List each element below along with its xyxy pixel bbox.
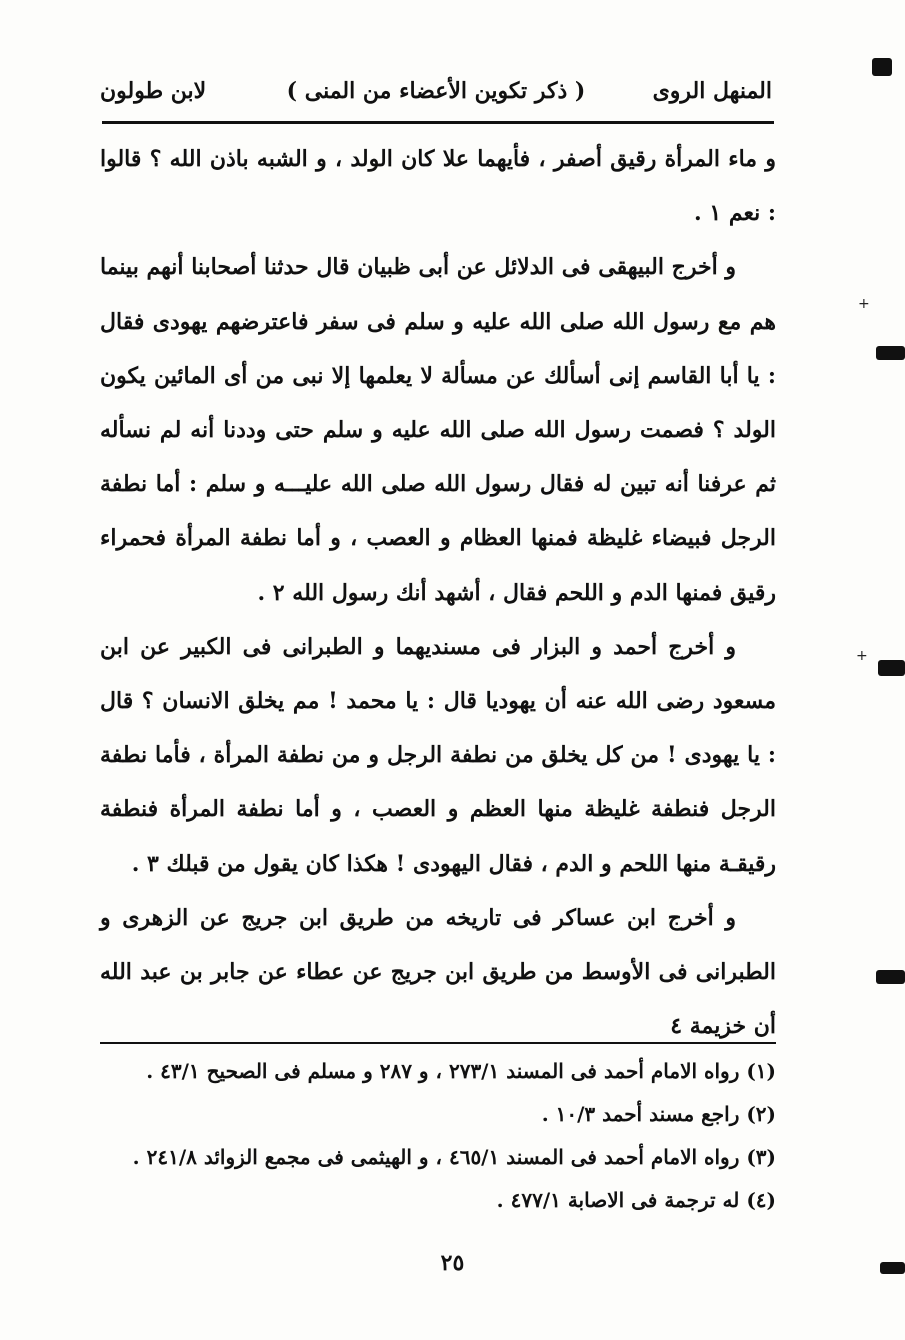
footnote-2: (٢) راجع مسند أحمد ١٠/٣ . (541, 1102, 776, 1126)
scan-mark (880, 1262, 905, 1274)
page-number: ٢٥ (440, 1250, 465, 1276)
footnote-4: (٤) له ترجمة فى الاصابة ٤٧٧/١ . (496, 1188, 776, 1212)
header-chapter-title: ( ذكر تكوين الأعضاء من المنى ) (286, 78, 586, 104)
paragraph-1: و ماء المرأة رقيق أصفر ، فأيهما علا كان الولد ، و الشبه باذن الله ؟ قالوا : نعم ١ . (100, 146, 776, 227)
footnote-rule (100, 1042, 776, 1044)
paragraph-2: و أخرج البيهقى فى الدلائل عن أبى ظبيان قال حدثنا أصحابنا أنهم بينما هم مع رسول الله صلى الله عليه و سلم فى سفر فاعترضهم يهودى فقال : يا أبا القاسم إنى أسألك عن مسألة لا يعلمها إلا نبى من أى المائين يكون الولد ؟ فصمت رسول الله صلى الله عليه و سلم حتى وددنا أنه لم نسأله ثم عرفنا أنه تبين له فقال رسول الله صلى الله عليـــه و سلم : أما نطفة الرجل فبيضاء غليظة فمنها العظام و العصب ، و أما نطفة المرأة فحمراء رقيق فمنها الدم و اللحم فقال ، أشهد أنك رسول الله ٢ . (100, 254, 776, 606)
header-rule (102, 121, 774, 124)
paragraph-4: و أخرج ابن عساكر فى تاريخه من طريق ابن جريج عن الزهرى و الطبرانى فى الأوسط من طريق ابن جريج عن عطاء عن جابر بن عبد الله أن خزيمة ٤ (100, 904, 776, 1040)
footnote-3: (٣) رواه الامام أحمد فى المسند ٤٦٥/١ ، و الهيثمى فى مجمع الزوائد ٢٤١/٨ . (132, 1145, 776, 1169)
scan-speck: + (856, 648, 868, 664)
scan-mark (876, 970, 905, 984)
running-header (100, 72, 772, 116)
main-text (100, 132, 776, 1053)
header-author: لابن طولون (100, 78, 207, 104)
footnotes (100, 1050, 776, 1222)
scan-mark (878, 660, 905, 676)
scan-speck: + (858, 296, 870, 312)
paragraph-3: و أخرج أحمد و البزار فى مسنديهما و الطبرانى فى الكبير عن ابن مسعود رضى الله عنه أن يهوديا قال : يا محمد ! مم يخلق الانسان ؟ قال : يا يهودى ! من كل يخلق من نطفة الرجل و من نطفة المرأة ، فأما نطفة الرجل فنطفة غليظة منها العظم و العصب ، و أما نطفة المرأة فنطفة رقيقـة منها اللحم و الدم ، فقال اليهودى ! هكذا كان يقول من قبلك ٣ . (100, 633, 776, 877)
footnote-1: (١) رواه الامام أحمد فى المسند ٢٧٣/١ ، و ٢٨٧ و مسلم فى الصحيح ٤٣/١ . (146, 1059, 776, 1083)
scan-mark (872, 58, 892, 76)
scan-mark (876, 346, 905, 360)
header-book-title: المنهل الروى (652, 78, 772, 104)
